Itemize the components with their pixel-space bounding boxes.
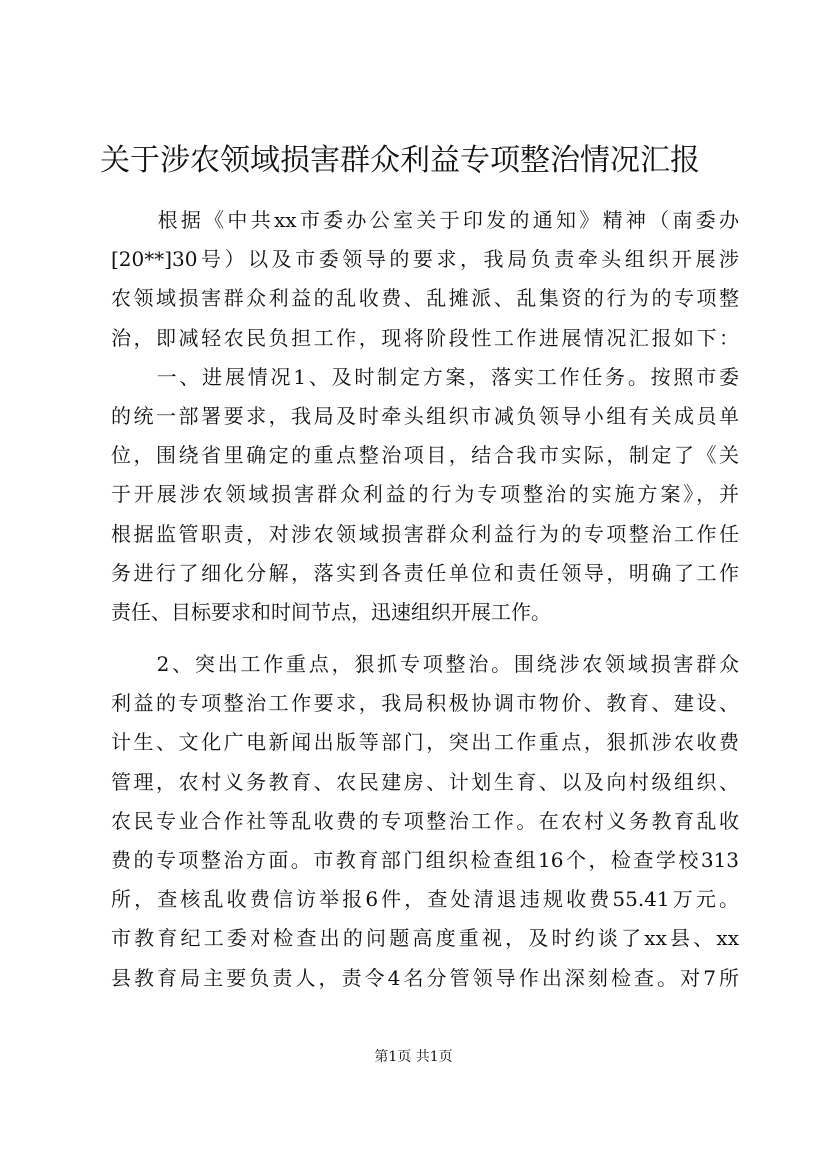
body-line: 利益的专项整治工作要求，我局积极协调市物价、教育、建设、: [111, 691, 739, 716]
body-line: 一、进展情况1、及时制定方案，落实工作任务。按照市委: [111, 364, 739, 389]
body-line: 费的专项整治方面。市教育部门组织检查组16个，检查学校313: [111, 848, 739, 872]
body-line: 位，围绕省里确定的重点整治项目，结合我市实际，制定了《关: [111, 443, 739, 468]
body-line: 于开展涉农领域损害群众利益的行为专项整治的实施方案》，并: [111, 482, 739, 507]
page-number-footer: 第1页 共1页: [374, 1049, 453, 1065]
body-line: [20**]30号）以及市委领导的要求，我局负责牵头组织开展涉: [111, 247, 739, 272]
body-line: 根据监管职责，对涉农领域损害群众利益行为的专项整治工作任: [111, 521, 739, 546]
document-body: [111, 201, 739, 998]
body-line: 管理，农村义务教育、农民建房、计划生育、以及向村级组织、: [111, 769, 739, 794]
body-line: 农民专业合作社等乱收费的专项整治工作。在农村义务教育乱收: [111, 808, 739, 833]
body-line: 2、突出工作重点，狠抓专项整治。围绕涉农领域损害群众: [111, 652, 739, 677]
document-title: 关于涉农领域损害群众利益专项整治情况汇报: [100, 143, 700, 178]
body-line: 治，即减轻农民负担工作，现将阶段性工作进展情况汇报如下：: [111, 325, 739, 350]
body-line: 县教育局主要负责人，责令4名分管领导作出深刻检查。对7所: [111, 965, 739, 990]
body-line: 务进行了细化分解，落实到各责任单位和责任领导，明确了工作: [111, 560, 739, 585]
body-line: 市教育纪工委对检查出的问题高度重视，及时约谈了xx县、xx: [111, 926, 739, 951]
body-line: 的统一部署要求，我局及时牵头组织市减负领导小组有关成员单: [111, 403, 739, 428]
paragraph-spacer: [111, 632, 739, 645]
body-line: 根据《中共xx市委办公室关于印发的通知》精神（南委办: [111, 208, 739, 232]
body-line: 计生、文化广电新闻出版等部门，突出工作重点，狠抓涉农收费: [111, 730, 739, 755]
body-line: 农领域损害群众利益的乱收费、乱摊派、乱集资的行为的专项整: [111, 286, 739, 311]
body-line: 责任、目标要求和时间节点，迅速组织开展工作。: [111, 599, 551, 624]
body-line: 所，查核乱收费信访举报6件，查处清退违规收费55.41万元。: [111, 887, 739, 912]
